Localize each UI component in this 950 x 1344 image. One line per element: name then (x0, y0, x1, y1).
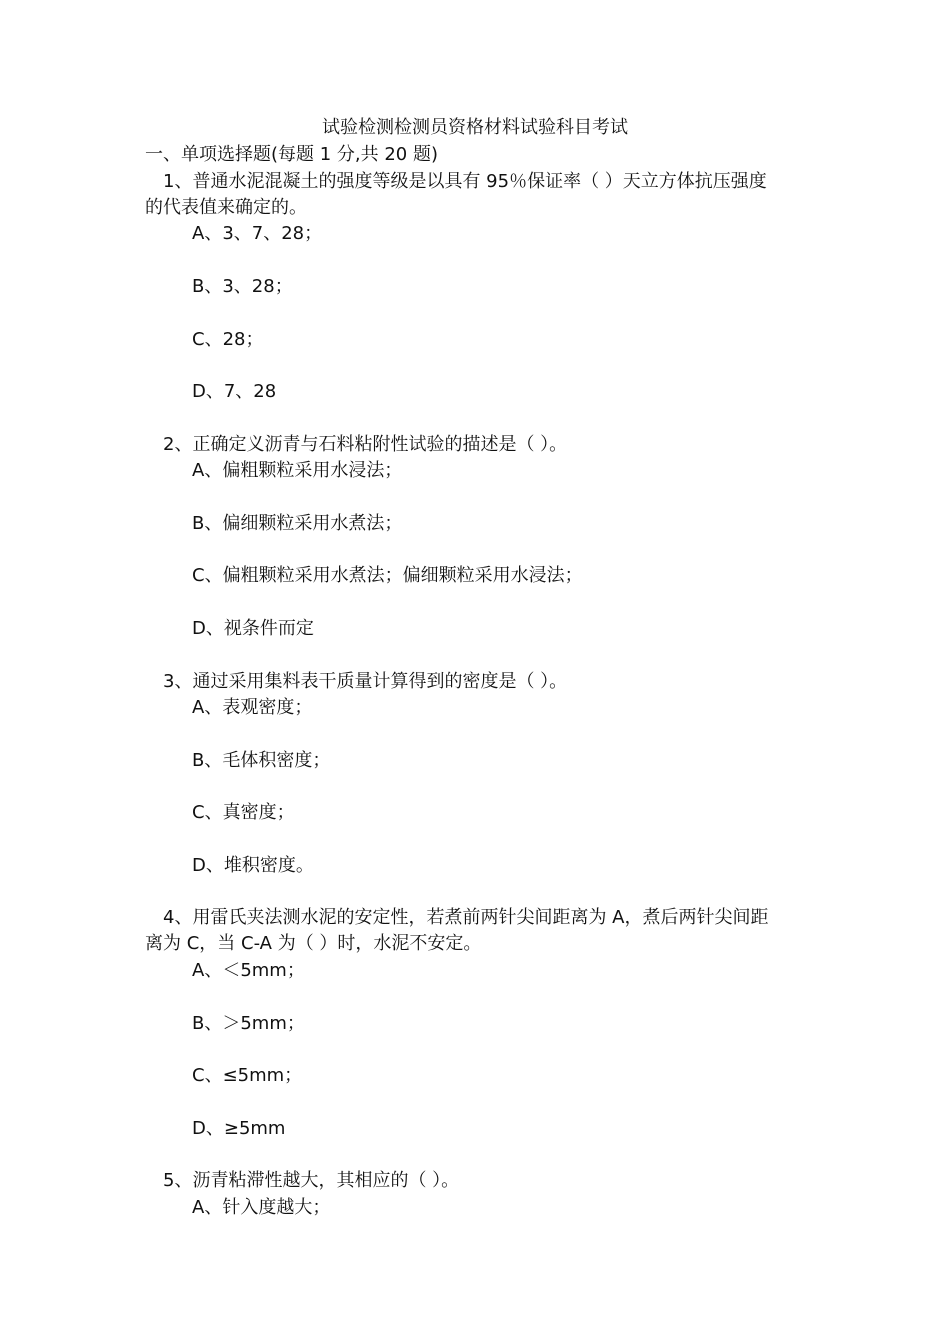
question-4-option-c: C、≤5mm； (192, 1065, 303, 1086)
question-2-stem: 2、正确定义沥青与石料粘附性试验的描述是（ ）。 (163, 434, 568, 455)
question-3-option-b: B、毛体积密度； (192, 750, 331, 771)
section-heading: 一、单项选择题(每题 1 分,共 20 题) (145, 144, 439, 165)
question-1-stem: 1、普通水泥混凝土的强度等级是以具有 95％保证率（ ）天立方体抗压强度 (163, 171, 767, 192)
question-1-option-d: D、7、28 (192, 381, 277, 402)
question-3-option-a: A、表观密度； (192, 697, 313, 718)
question-2-option-b: B、偏细颗粒采用水煮法； (192, 513, 403, 534)
question-4-option-a: A、＜5mm； (192, 960, 305, 981)
question-3-stem: 3、通过采用集料表干质量计算得到的密度是（ ）。 (163, 671, 568, 692)
question-4-stem-cont: 离为 C，当 C-A 为（ ）时，水泥不安定。 (145, 933, 482, 954)
question-1-stem-cont: 的代表值来确定的。 (145, 197, 307, 218)
question-5-option-a: A、针入度越大； (192, 1197, 331, 1218)
question-2-option-a: A、偏粗颗粒采用水浸法； (192, 460, 403, 481)
question-1-option-a: A、3、7、28； (192, 223, 323, 244)
question-5-stem: 5、沥青粘滞性越大，其相应的（ ）。 (163, 1170, 460, 1191)
question-2-option-c: C、偏粗颗粒采用水煮法；偏细颗粒采用水浸法； (192, 565, 583, 586)
question-1-option-c: C、28； (192, 329, 264, 350)
question-4-option-b: B、＞5mm； (192, 1013, 305, 1034)
document-title: 试验检测检测员资格材料试验科目考试 (322, 117, 628, 138)
question-3-option-c: C、真密度； (192, 802, 295, 823)
question-4-stem: 4、用雷氏夹法测水泥的安定性，若煮前两针尖间距离为 A，煮后两针尖间距 (163, 907, 769, 928)
question-4-option-d: D、≥5mm (192, 1118, 286, 1139)
question-1-option-b: B、3、28； (192, 276, 293, 297)
question-3-option-d: D、堆积密度。 (192, 855, 314, 876)
question-2-option-d: D、视条件而定 (192, 618, 314, 639)
